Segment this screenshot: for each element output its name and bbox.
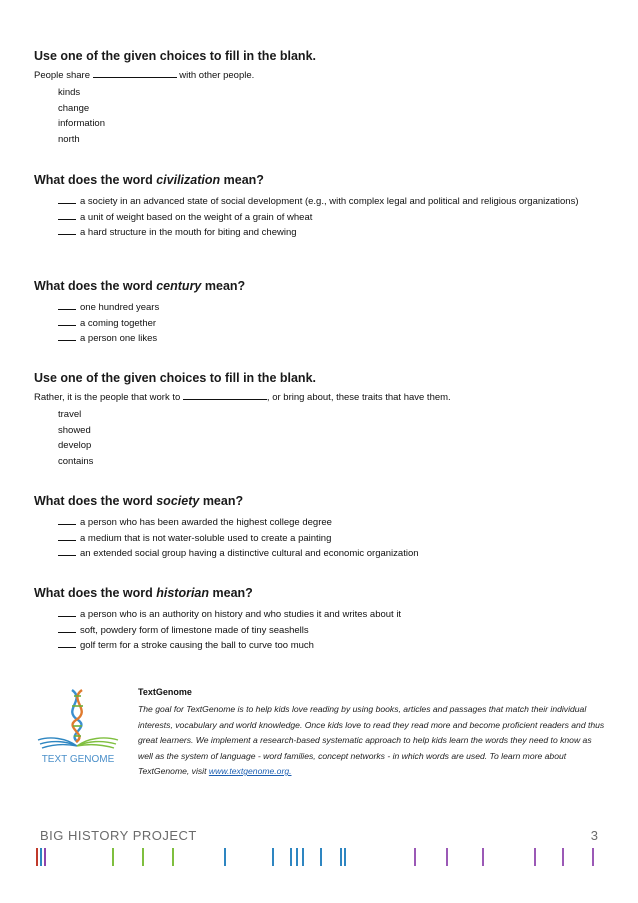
definition-text: an extended social group having a distinctive cultural and economic organization — [80, 548, 419, 560]
title-prefix: What does the word — [34, 279, 153, 293]
description-text: The goal for TextGenome is to help kids love reading by using books, articles and passages that match their individual interests, vocabulary and world knowledge. Once kids love to read they read more and become proficient readers and thus great learners. We implement a research-based systematic approach to help kids learn the words they need to know as well as the system of language - word families, concept networks - in which words are used. To learn more about TextGenome, visit — [138, 704, 605, 776]
dna-book-icon — [32, 686, 124, 766]
definition-option[interactable] — [34, 194, 608, 210]
definition-option[interactable] — [34, 531, 608, 547]
textgenome-link[interactable]: www.textgenome.org. — [208, 766, 292, 776]
title-suffix: mean? — [223, 173, 264, 187]
color-bar — [296, 848, 298, 866]
vocab-keyword: historian — [156, 586, 210, 600]
footer-title: BIG HISTORY PROJECT — [40, 828, 197, 843]
question-title — [34, 585, 608, 601]
color-bar — [302, 848, 304, 866]
stem-text-after: with other people. — [179, 70, 255, 81]
title-suffix: mean? — [212, 586, 253, 600]
definition-option[interactable] — [34, 515, 608, 531]
vocab-keyword: civilization — [156, 173, 221, 187]
choice-item[interactable]: change — [58, 102, 90, 114]
color-bar — [40, 848, 42, 866]
question-6 — [34, 585, 608, 654]
answer-line[interactable] — [58, 638, 76, 648]
definition-text: a coming together — [80, 317, 157, 329]
color-bar — [340, 848, 342, 866]
fill-blank[interactable] — [93, 68, 177, 78]
stem-text-after: , or bring about, these traits that have them. — [266, 392, 451, 403]
answer-line[interactable] — [58, 331, 76, 341]
color-bar — [320, 848, 322, 866]
page-number: 3 — [590, 828, 598, 843]
textgenome-logo — [32, 686, 124, 766]
question-title: Use one of the given choices to fill in the blank. — [34, 49, 316, 63]
title-prefix: What does the word — [34, 173, 153, 187]
question-3 — [34, 278, 608, 347]
question-stem — [34, 390, 608, 405]
definition-text: a person who has been awarded the highest college degree — [80, 517, 332, 528]
title-suffix: mean? — [202, 494, 244, 508]
color-bar — [592, 848, 594, 866]
color-bar — [36, 848, 38, 866]
vocab-keyword: century — [156, 279, 202, 293]
color-bar — [562, 848, 564, 866]
choice-item[interactable]: travel — [58, 409, 82, 420]
answer-line[interactable] — [58, 194, 76, 204]
textgenome-description — [138, 702, 608, 780]
question-4 — [34, 370, 608, 469]
definition-text: a hard structure in the mouth for biting and chewing — [80, 227, 297, 239]
definition-text: golf term for a stroke causing the ball to curve too much — [80, 640, 314, 652]
choice-item[interactable]: north — [58, 133, 80, 145]
choice-item[interactable]: contains — [58, 455, 94, 467]
color-bar — [344, 848, 346, 866]
choice-item[interactable]: kinds — [58, 87, 81, 98]
answer-line[interactable] — [58, 546, 76, 556]
answer-line[interactable] — [58, 210, 76, 220]
color-bar — [446, 848, 448, 866]
definition-option[interactable] — [34, 225, 608, 241]
definition-text: a society in an advanced state of social development (e.g., with complex legal and political and religious organizations) — [80, 196, 579, 207]
logo-wordmark: TEXT GENOME — [41, 754, 115, 765]
question-title — [34, 278, 608, 294]
definition-option[interactable] — [34, 210, 608, 226]
answer-line[interactable] — [58, 531, 76, 541]
answer-line[interactable] — [58, 515, 76, 525]
title-prefix: What does the word — [34, 586, 153, 600]
definition-text: one hundred years — [80, 302, 160, 313]
definition-option[interactable] — [34, 300, 608, 316]
color-bar — [290, 848, 292, 866]
definition-text: a person who is an authority on history and who studies it and writes about it — [80, 609, 402, 620]
answer-line[interactable] — [58, 300, 76, 310]
fill-blank[interactable] — [183, 390, 267, 400]
color-bar — [414, 848, 416, 866]
definition-option[interactable] — [34, 638, 608, 654]
stem-text-before: People share — [34, 70, 90, 81]
question-title — [34, 493, 608, 509]
answer-line[interactable] — [58, 607, 76, 617]
color-bar — [142, 848, 144, 866]
definition-option[interactable] — [34, 546, 608, 562]
textgenome-body — [138, 686, 608, 780]
color-bar — [44, 848, 46, 866]
definition-text: a person one likes — [80, 333, 158, 345]
title-prefix: What does the word — [34, 494, 153, 508]
definition-option[interactable] — [34, 331, 608, 347]
color-bar — [112, 848, 114, 866]
color-bar — [482, 848, 484, 866]
answer-line[interactable] — [58, 623, 76, 633]
definition-option[interactable] — [34, 316, 608, 332]
color-bar — [272, 848, 274, 866]
answer-line[interactable] — [58, 316, 76, 326]
definition-text: soft, powdery form of limestone made of tiny seashells — [80, 624, 309, 636]
definition-option[interactable] — [34, 623, 608, 639]
stem-text-before: Rather, it is the people that work to — [34, 392, 181, 403]
question-title: Use one of the given choices to fill in the blank. — [34, 371, 316, 385]
vocab-keyword: society — [156, 494, 200, 508]
definition-text: a medium that is not water-soluble used to create a painting — [80, 532, 332, 544]
color-bar — [534, 848, 536, 866]
question-1 — [34, 48, 608, 147]
answer-line[interactable] — [58, 225, 76, 235]
question-5 — [34, 493, 608, 562]
footer-color-bars — [34, 848, 600, 868]
choice-item[interactable]: information — [58, 118, 105, 130]
textgenome-name: TextGenome — [138, 687, 192, 697]
choice-item[interactable]: showed — [58, 424, 91, 436]
color-bar — [224, 848, 226, 866]
title-suffix: mean? — [204, 279, 246, 293]
definition-text: a unit of weight based on the weight of a grain of wheat — [80, 211, 313, 223]
question-title — [34, 172, 608, 188]
color-bar — [172, 848, 174, 866]
question-stem — [34, 68, 608, 83]
definition-option[interactable] — [34, 607, 608, 623]
question-2 — [34, 172, 608, 241]
choice-item[interactable]: develop — [58, 440, 92, 452]
